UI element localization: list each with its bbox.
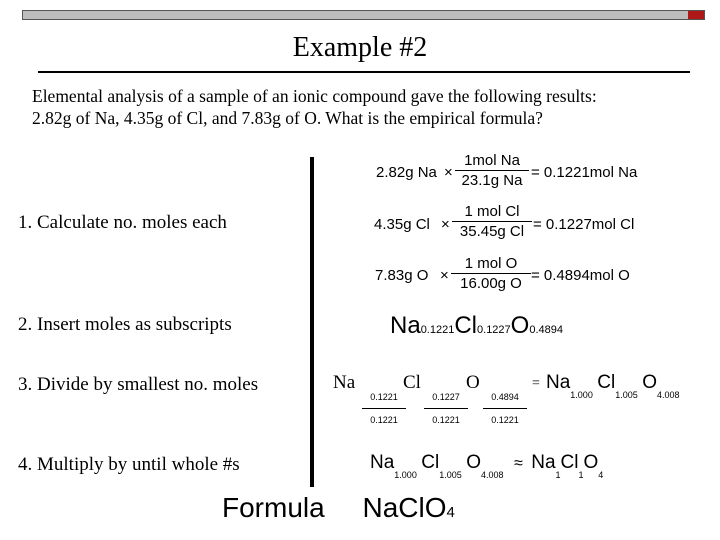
divide-result-o: O xyxy=(642,372,657,393)
vertical-divider xyxy=(310,157,314,487)
problem-statement xyxy=(32,85,712,129)
step-4: 4. Multiply by until whole #s xyxy=(18,454,240,475)
calc-cl-fraction xyxy=(452,203,532,240)
final-formula-subscript: 4 xyxy=(446,504,455,521)
divide-o-fraction xyxy=(483,392,527,425)
step-1: 1. Calculate no. moles each xyxy=(18,212,227,233)
calc-cl-times: × xyxy=(441,216,450,233)
calc-na-fraction xyxy=(455,152,529,189)
element-cl: Cl xyxy=(454,312,478,339)
multiply-result-o-sub: 4 xyxy=(598,470,604,480)
multiply-na-sub: 1.000 xyxy=(394,470,417,480)
calc-o-mass: 7.83g O xyxy=(375,267,429,284)
multiply-o: O xyxy=(466,452,481,473)
divide-cl-den: 0.1221 xyxy=(432,415,460,425)
divide-na-den: 0.1221 xyxy=(370,415,398,425)
approx-symbol: ≈ xyxy=(513,455,523,472)
calc-o-denominator: 16.00g O xyxy=(460,275,522,292)
divide-na-num: 0.1221 xyxy=(370,392,398,402)
element-o: O xyxy=(510,312,530,339)
problem-line-2: 2.82g of Na, 4.35g of Cl, and 7.83g of O. What is the empirical formula? xyxy=(32,108,543,128)
subscript-cl: 0.1227 xyxy=(477,324,511,336)
slide-title: Example #2 xyxy=(292,32,428,63)
calc-na-result: = 0.1221mol Na xyxy=(531,164,638,181)
divide-result-o-sub: 4.008 xyxy=(657,390,680,400)
calc-na-denominator: 23.1g Na xyxy=(461,172,523,189)
divide-result-cl-sub: 1.005 xyxy=(615,390,638,400)
multiply-result-cl-sub: 1 xyxy=(578,470,584,480)
calc-o-result: = 0.4894mol O xyxy=(531,267,630,284)
calc-cl-numerator: 1 mol Cl xyxy=(464,203,520,220)
divide-cl: Cl xyxy=(403,372,421,393)
subscript-o: 0.4894 xyxy=(529,324,563,336)
calc-cl-denominator: 35.45g Cl xyxy=(459,223,525,240)
calc-cl-mass: 4.35g Cl xyxy=(374,216,430,233)
mole-subscript-formula xyxy=(390,312,563,340)
calc-o-times: × xyxy=(440,267,449,284)
divide-na-fraction xyxy=(362,392,406,425)
divide-result-na: Na xyxy=(546,372,571,393)
divide-equals: = xyxy=(532,376,540,391)
calc-o-fraction xyxy=(451,255,531,292)
multiply-result-na-sub: 1 xyxy=(555,470,561,480)
calc-na-mass: 2.82g Na xyxy=(376,164,437,181)
problem-line-1: Elemental analysis of a sample of an ionic compound gave the following results: xyxy=(32,86,597,106)
multiply-result-o: O xyxy=(583,452,599,473)
divide-o: O xyxy=(466,372,480,393)
divide-result xyxy=(546,372,680,400)
subscript-na: 0.1221 xyxy=(420,324,455,336)
calc-o-numerator: 1 mol O xyxy=(464,255,518,272)
title-rule xyxy=(38,71,690,73)
multiply-cl: Cl xyxy=(421,452,440,473)
final-formula xyxy=(222,492,455,524)
divide-o-den: 0.1221 xyxy=(491,415,519,425)
divide-result-cl: Cl xyxy=(597,372,616,393)
final-formula-text: NaClO xyxy=(362,492,447,523)
top-decorative-bar xyxy=(22,10,705,20)
top-bar-accent xyxy=(688,11,704,19)
multiply-expression xyxy=(370,452,604,480)
step-2: 2. Insert moles as subscripts xyxy=(18,314,232,335)
calc-na-times: × xyxy=(444,164,453,181)
multiply-na: Na xyxy=(370,452,395,473)
final-label: Formula xyxy=(222,492,325,523)
divide-o-num: 0.4894 xyxy=(491,392,519,402)
divide-cl-num: 0.1227 xyxy=(432,392,460,402)
divide-cl-fraction xyxy=(424,392,468,425)
step-3: 3. Divide by smallest no. moles xyxy=(18,374,259,395)
multiply-result-cl: Cl xyxy=(560,452,579,473)
divide-na: Na xyxy=(333,372,356,393)
divide-result-na-sub: 1.000 xyxy=(570,390,593,400)
calc-na-numerator: 1mol Na xyxy=(464,152,520,169)
multiply-result-na: Na xyxy=(531,452,556,473)
calc-cl-result: = 0.1227mol Cl xyxy=(533,216,635,233)
multiply-o-sub: 4.008 xyxy=(481,470,504,480)
multiply-cl-sub: 1.005 xyxy=(439,470,462,480)
element-na: Na xyxy=(390,312,421,339)
